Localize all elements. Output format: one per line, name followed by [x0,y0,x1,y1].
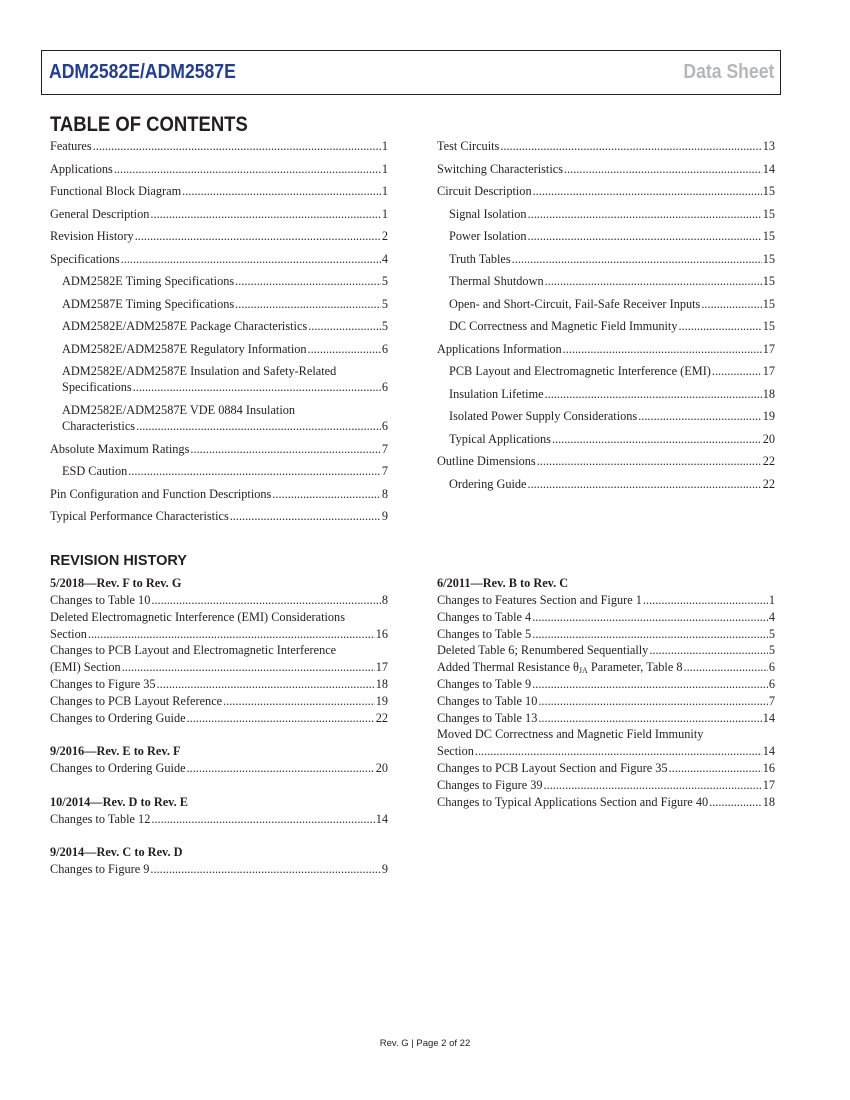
entry-label: Deleted Table 6; Renumbered Sequentially [437,643,649,658]
dot-leader [150,861,380,878]
entry-page-number: 5 [768,643,775,658]
dot-leader [532,676,768,693]
entry-label: Changes to PCB Layout Reference [50,693,223,708]
entry-page-number: 1 [381,162,388,176]
entry-page-number: 15 [762,319,775,333]
revision-entry[interactable] [50,659,388,676]
entry-page-number: 17 [375,660,388,675]
entry-page-number: 15 [762,184,775,198]
dot-leader [230,508,381,525]
entry-label: Changes to Table 10 [50,593,151,607]
entry-label: Added Thermal Resistance $\theta_{JA}$ Parameter, Table 8 [437,660,683,676]
dot-leader [151,592,380,609]
toc-entry[interactable] [437,138,775,155]
entry-label: Changes to Figure 39 [437,777,543,792]
dot-leader [308,318,381,335]
entry-page-number: 18 [762,387,775,401]
entry-label: (EMI) Section [50,660,121,675]
dot-leader [544,777,762,794]
entry-page-number: 9 [381,862,388,876]
document-title: ADM2582E/ADM2587E [49,61,236,83]
toc-entry[interactable] [449,228,775,245]
toc-entry[interactable] [449,386,775,403]
toc-entry[interactable] [62,463,388,480]
revision-entry[interactable] [437,726,775,743]
toc-entry[interactable] [449,431,775,448]
entry-label: Moved DC Correctness and Magnetic Field Immunity [437,727,704,742]
dot-leader [512,251,762,268]
dot-leader [475,743,762,760]
entry-page-number: 14 [762,162,775,176]
entry-label: Applications [50,162,113,176]
entry-label: Thermal Shutdown [449,274,544,288]
dot-leader [709,794,762,811]
entry-label: Changes to Table 4 [437,609,532,624]
revision-entry[interactable] [50,642,388,659]
toc-entry[interactable] [449,363,775,380]
toc-entry[interactable] [62,379,388,396]
revision-entry[interactable] [50,693,388,710]
dot-leader [157,676,375,693]
entry-label: Changes to Table 12 [50,812,151,826]
entry-label: Applications Information [437,342,562,356]
toc-entry[interactable] [50,206,388,223]
entry-page-number: 1 [381,207,388,221]
toc-entry[interactable] [50,228,388,245]
entry-label: Typical Applications [449,432,551,446]
toc-entry[interactable] [50,161,388,178]
entry-label: Specifications [62,380,132,394]
dot-leader [545,386,762,403]
toc-entry[interactable] [437,341,775,358]
dot-leader [88,626,375,643]
toc-entry[interactable] [50,183,388,200]
entry-page-number: 1 [768,593,775,607]
entry-label: Switching Characteristics [437,162,564,176]
entry-label: Open- and Short-Circuit, Fail-Safe Receiver Inputs [449,297,701,311]
entry-label: Power Isolation [449,229,527,243]
dot-leader [223,693,375,710]
toc-entry[interactable] [62,363,388,380]
dot-leader [500,138,761,155]
dot-leader [114,161,381,178]
entry-label: ADM2582E/ADM2587E VDE 0884 Insulation [62,403,296,417]
dot-leader [532,609,768,626]
entry-page-number: 5 [768,626,775,641]
revision-entry[interactable] [437,592,775,609]
entry-label: Changes to PCB Layout Section and Figure 35 [437,761,668,775]
toc-entry[interactable] [449,251,775,268]
entry-page-number: 18 [762,794,775,809]
entry-label: Functional Block Diagram [50,184,182,198]
entry-page-number: 5 [381,274,388,288]
dot-leader [190,441,380,458]
entry-subscript: JA [578,666,588,676]
entry-page-number: 5 [381,297,388,311]
dot-leader [528,228,762,245]
dot-leader [649,642,768,659]
toc-entry[interactable] [62,418,388,435]
toc-entry[interactable] [50,441,388,458]
toc-entry[interactable] [50,138,388,155]
entry-label: ADM2582E/ADM2587E Regulatory Information [62,342,307,356]
entry-label: Changes to Table 5 [437,626,532,641]
entry-label: ADM2587E Timing Specifications [62,297,235,311]
entry-label: Changes to Typical Applications Section and Figure 40 [437,794,709,809]
toc-entry[interactable] [437,453,775,470]
entry-page-number: 13 [762,139,775,153]
dot-leader [638,408,762,425]
entry-page-number: 19 [375,693,388,708]
entry-label-after: Parameter, Table 8 [587,660,683,675]
dot-leader [532,626,768,643]
dot-leader [235,296,381,313]
entry-label: Section [437,744,474,759]
revision-heading: 9/2014—Rev. C to Rev. D [50,845,183,859]
toc-entry[interactable] [50,251,388,268]
entry-label: Specifications [50,252,120,266]
revision-entry[interactable] [437,760,775,777]
dot-leader [122,659,375,676]
dot-leader [528,206,762,223]
dot-leader [308,341,381,358]
revision-entry[interactable] [437,659,775,676]
entry-page-number: 15 [762,252,775,266]
dot-leader [151,811,374,828]
entry-label: Truth Tables [449,252,511,266]
entry-label: Changes to Figure 35 [50,677,156,691]
toc-heading: TABLE OF CONTENTS [50,113,248,136]
dot-leader [678,318,761,335]
entry-label: Pin Configuration and Function Descriptions [50,487,272,501]
dot-leader [552,431,762,448]
revision-entry[interactable] [50,861,388,878]
dot-leader [538,710,761,727]
entry-page-number: 6 [381,380,388,394]
entry-page-number: 16 [375,626,388,641]
toc-entry[interactable] [449,273,775,290]
toc-entry[interactable] [62,341,388,358]
toc-entry[interactable] [62,296,388,313]
dot-leader [235,273,381,290]
revision-heading: 10/2014—Rev. D to Rev. E [50,795,188,809]
revision-entry[interactable] [50,676,388,693]
entry-page-number: 9 [381,509,388,523]
dot-leader [533,183,762,200]
dot-leader [538,693,767,710]
revision-entry[interactable] [50,626,388,643]
document-type: Data Sheet [683,61,774,83]
revision-heading: 6/2011—Rev. B to Rev. C [437,576,569,590]
entry-page-number: 22 [762,454,775,468]
dot-leader [563,341,762,358]
revision-entry[interactable] [437,676,775,693]
entry-page-number: 22 [375,710,388,725]
entry-page-number: 14 [375,812,388,826]
revision-entry[interactable] [50,811,388,828]
entry-label: Insulation Lifetime [449,387,544,401]
entry-label: Changes to Table 9 [437,677,532,691]
toc-entry[interactable] [62,273,388,290]
toc-entry[interactable] [449,408,775,425]
entry-label: Signal Isolation [449,207,527,221]
toc-entry[interactable] [62,402,388,419]
entry-label: Section [50,626,87,641]
toc-entry[interactable] [449,206,775,223]
revision-entry[interactable] [437,743,775,760]
entry-label: Typical Performance Characteristics [50,509,229,523]
revision-entry[interactable] [437,642,775,659]
entry-page-number: 20 [375,761,388,775]
dot-leader [272,486,381,503]
entry-label: Test Circuits [437,139,500,153]
entry-page-number: 7 [381,442,388,456]
revision-entry[interactable] [437,777,775,794]
entry-label: PCB Layout and Electromagnetic Interference (EMI) [449,364,711,378]
entry-label: General Description [50,207,150,221]
toc-entry[interactable] [437,161,775,178]
dot-leader [136,418,381,435]
entry-label: Changes to Table 10 [437,693,538,708]
entry-label: Changes to Ordering Guide [50,710,186,725]
entry-label: Characteristics [62,419,136,433]
dot-leader [564,161,762,178]
entry-label: Ordering Guide [449,477,527,491]
toc-entry[interactable] [62,318,388,335]
revision-entry[interactable] [437,626,775,643]
entry-page-number: 4 [768,609,775,624]
entry-page-number: 17 [762,342,775,356]
entry-page-number: 15 [762,207,775,221]
dot-leader [121,251,381,268]
entry-label: ADM2582E/ADM2587E Insulation and Safety-Related [62,364,337,378]
entry-page-number: 4 [381,252,388,266]
page-header [41,50,781,95]
dot-leader [150,206,380,223]
revision-entry[interactable] [50,760,388,777]
entry-page-number: 2 [381,229,388,243]
entry-label: Features [50,139,92,153]
entry-page-number: 5 [381,319,388,333]
entry-label: ESD Caution [62,464,128,478]
entry-page-number: 15 [762,297,775,311]
toc-entry[interactable] [449,318,775,335]
entry-label: Changes to PCB Layout and Electromagnetic Interference [50,643,337,658]
entry-page-number: 6 [768,660,775,675]
dot-leader [135,228,381,245]
entry-label: Changes to Figure 9 [50,862,150,876]
entry-page-number: 1 [381,139,388,153]
entry-label: Circuit Description [437,184,532,198]
entry-page-number: 17 [762,777,775,792]
entry-page-number: 1 [381,184,388,198]
entry-label: ADM2582E Timing Specifications [62,274,235,288]
dot-leader [537,453,762,470]
entry-page-number: 20 [762,432,775,446]
dot-leader [182,183,381,200]
revision-heading: 5/2018—Rev. F to Rev. G [50,576,182,590]
revision-entry[interactable] [50,710,388,727]
revision-entry[interactable] [50,609,388,626]
entry-label: Absolute Maximum Ratings [50,442,190,456]
entry-page-number: 15 [762,274,775,288]
entry-label: Changes to Table 13 [437,710,538,725]
entry-label: Isolated Power Supply Considerations [449,409,638,423]
entry-page-number: 14 [762,710,775,725]
dot-leader [545,273,762,290]
revision-entry[interactable] [437,794,775,811]
revision-entry[interactable] [437,609,775,626]
entry-label: DC Correctness and Magnetic Field Immunity [449,319,678,333]
entry-label: Changes to Ordering Guide [50,761,186,775]
entry-label: ADM2582E/ADM2587E Package Characteristics [62,319,308,333]
toc-entry[interactable] [50,508,388,525]
entry-label: Revision History [50,229,134,243]
toc-entry[interactable] [50,486,388,503]
entry-label: Changes to Features Section and Figure 1 [437,593,642,607]
entry-page-number: 6 [381,419,388,433]
entry-page-number: 8 [381,487,388,501]
entry-page-number: 16 [762,761,775,775]
entry-label: Deleted Electromagnetic Interference (EMI) Considerations [50,609,345,624]
toc-entry[interactable] [437,183,775,200]
revision-history-heading: REVISION HISTORY [50,553,187,569]
toc-entry[interactable] [449,296,775,313]
toc-entry[interactable] [449,476,775,493]
entry-page-number: 19 [762,409,775,423]
page-footer: Rev. G | Page 2 of 22 [379,1038,471,1049]
dot-leader [128,463,381,480]
entry-page-number: 8 [381,593,388,607]
entry-page-number: 14 [762,744,775,759]
entry-label: Outline Dimensions [437,454,536,468]
entry-page-number: 18 [375,677,388,691]
dot-leader [643,592,768,609]
dot-leader [684,659,768,676]
revision-entry[interactable] [437,710,775,727]
revision-entry[interactable] [50,592,388,609]
dot-leader [701,296,761,313]
revision-entry[interactable] [437,693,775,710]
entry-page-number: 22 [762,477,775,491]
entry-page-number: 17 [762,364,775,378]
dot-leader [187,710,375,727]
dot-leader [133,379,381,396]
dot-leader [528,476,762,493]
entry-page-number: 7 [381,464,388,478]
entry-page-number: 6 [381,342,388,356]
dot-leader [187,760,375,777]
entry-page-number: 15 [762,229,775,243]
entry-page-number: 7 [768,693,775,708]
entry-page-number: 6 [768,677,775,691]
dot-leader [93,138,381,155]
revision-heading: 9/2016—Rev. E to Rev. F [50,744,181,758]
dot-leader [669,760,762,777]
dot-leader [712,363,762,380]
